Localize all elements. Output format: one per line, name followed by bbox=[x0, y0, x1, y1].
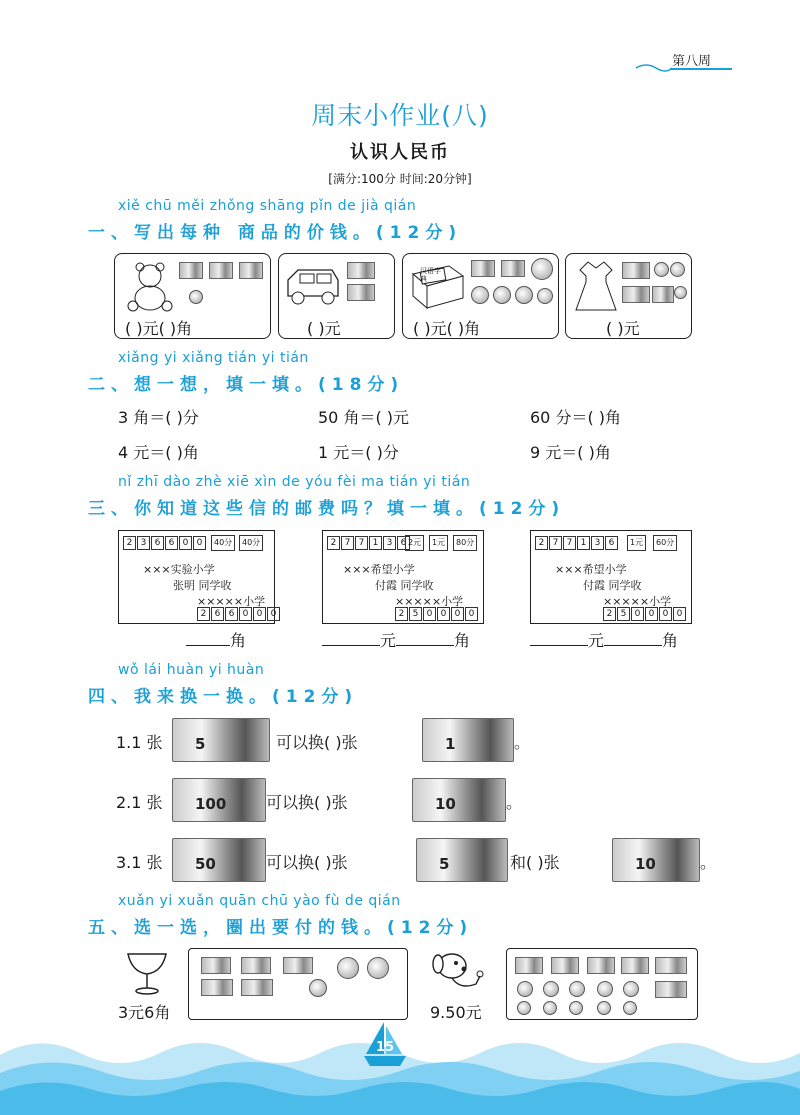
envelope-sender: ×××××小学 bbox=[603, 595, 672, 608]
stamp: 40分 bbox=[211, 535, 235, 551]
teddy-bear-icon bbox=[121, 260, 179, 312]
banknote-10-yuan-target: 10 bbox=[612, 838, 700, 882]
envelope-3-answer[interactable]: 元 角 bbox=[530, 628, 678, 651]
envelope-recipient: 张明 同学收 bbox=[173, 579, 232, 592]
answer-dictionary[interactable]: ( )元( )角 bbox=[413, 319, 481, 338]
section5-heading: 五、选一选，圈出要付的钱。(12分) bbox=[88, 918, 474, 938]
envelope-1-answer[interactable]: 角 bbox=[186, 628, 246, 651]
equation-2-2[interactable]: 1 元＝( )分 bbox=[318, 443, 399, 462]
exchange-row-1-middle[interactable]: 可以换( )张 bbox=[276, 733, 358, 752]
money-box-1[interactable] bbox=[188, 948, 408, 1020]
stamp: 60分 bbox=[653, 535, 677, 551]
exchange-row-3-end: 。 bbox=[700, 853, 717, 872]
envelope-recipient: 付霞 同学收 bbox=[375, 579, 434, 592]
page-number: 15 bbox=[376, 1040, 395, 1055]
goblet-icon bbox=[124, 950, 170, 996]
answer-bear[interactable]: ( )元( )角 bbox=[125, 319, 193, 338]
section3-pinyin: nǐ zhī dào zhè xiē xìn de yóu fèi ma tián yi tián bbox=[118, 474, 471, 490]
product-box-dictionary bbox=[402, 253, 559, 339]
price-dog: 9.50元 bbox=[430, 1003, 482, 1022]
product-box-dress bbox=[565, 253, 692, 339]
banknote-1-yuan: 1 bbox=[422, 718, 514, 762]
envelope-3: 2 7 7 1 3 6 1元 60分 ×××希望小学 付霞 同学收 ×××××小学 2 5 0 0 0 0 bbox=[530, 530, 692, 624]
section4-heading: 四、我来换一换。(12分) bbox=[88, 687, 359, 707]
exchange-row-2-middle[interactable]: 可以换( )张 bbox=[266, 793, 348, 812]
answer-dress[interactable]: ( )元 bbox=[606, 319, 640, 338]
toy-car-icon bbox=[284, 266, 342, 306]
page-title: 周末小作业(八) bbox=[311, 101, 489, 130]
envelope-1: 2 3 6 6 0 0 40分 40分 ×××实验小学 张明 同学收 ×××××小学 2 6 6 0 0 0 bbox=[118, 530, 275, 624]
equation-1-3[interactable]: 60 分＝( )角 bbox=[530, 408, 622, 427]
product-box-bear bbox=[114, 253, 271, 339]
equation-2-1[interactable]: 4 元＝( )角 bbox=[118, 443, 199, 462]
stamp: 80分 bbox=[453, 535, 477, 551]
envelope-2: 2 7 7 1 3 6 2元 1元 80分 ×××希望小学 付霞 同学收 ×××××小学 2 5 0 0 0 0 bbox=[322, 530, 484, 624]
section1-heading: 一、写出每种 商品的价钱。(12分) bbox=[88, 223, 463, 243]
stamp: 1元 bbox=[429, 535, 448, 551]
section1-pinyin: xiě chū měi zhǒng shāng pǐn de jià qián bbox=[118, 198, 417, 214]
dress-icon bbox=[574, 260, 618, 312]
section2-heading: 二、想一想，填一填。(18分) bbox=[88, 375, 405, 395]
section3-heading: 三、你知道这些信的邮费吗？填一填。(12分) bbox=[88, 499, 566, 519]
envelope-address: ×××希望小学 bbox=[343, 563, 415, 576]
exchange-row-1-end: 。 bbox=[514, 733, 531, 752]
section4-pinyin: wǒ lái huàn yi huàn bbox=[118, 662, 265, 678]
exchange-row-2-prefix: 2.1 张 bbox=[116, 793, 163, 812]
stamp: 2元 bbox=[405, 535, 424, 551]
dictionary-label: 汉语字典 bbox=[420, 267, 441, 283]
price-goblet: 3元6角 bbox=[118, 1003, 171, 1022]
envelope-address: ×××实验小学 bbox=[143, 563, 215, 576]
section5-pinyin: xuǎn yi xuǎn quān chū yào fù de qián bbox=[118, 893, 401, 909]
banknote-5-yuan: 5 bbox=[172, 718, 270, 762]
section2-pinyin: xiǎng yi xiǎng tián yi tián bbox=[118, 350, 309, 366]
exchange-row-3-and[interactable]: 和( )张 bbox=[510, 853, 560, 872]
page-subtitle: 认识人民币 bbox=[350, 142, 450, 163]
equation-1-1[interactable]: 3 角＝( )分 bbox=[118, 408, 199, 427]
banknote-50-yuan: 50 bbox=[172, 838, 266, 882]
week-label: 第八周 bbox=[672, 54, 712, 69]
envelope-2-answer[interactable]: 元 角 bbox=[322, 628, 470, 651]
envelope-sender: ×××××小学 bbox=[197, 595, 266, 608]
score-time-info: [满分:100分 时间:20分钟] bbox=[328, 172, 472, 186]
envelope-recipient: 付霞 同学收 bbox=[583, 579, 642, 592]
answer-car[interactable]: ( )元 bbox=[307, 319, 341, 338]
stamp: 1元 bbox=[627, 535, 646, 551]
exchange-row-1-prefix: 1.1 张 bbox=[116, 733, 163, 752]
exchange-row-3-prefix: 3.1 张 bbox=[116, 853, 163, 872]
money-box-2[interactable] bbox=[506, 948, 698, 1020]
equation-1-2[interactable]: 50 角＝( )元 bbox=[318, 408, 410, 427]
product-box-car bbox=[278, 253, 395, 339]
exchange-row-2-end: 。 bbox=[506, 793, 523, 812]
banknote-10-yuan: 10 bbox=[412, 778, 506, 822]
exchange-row-3-middle[interactable]: 可以换( )张 bbox=[266, 853, 348, 872]
banknote-5-yuan-target: 5 bbox=[416, 838, 508, 882]
stamp: 40分 bbox=[239, 535, 263, 551]
banknote-100-yuan: 100 bbox=[172, 778, 266, 822]
toy-dog-icon bbox=[430, 950, 486, 996]
equation-2-3[interactable]: 9 元＝( )角 bbox=[530, 443, 611, 462]
envelope-address: ×××希望小学 bbox=[555, 563, 627, 576]
envelope-sender: ×××××小学 bbox=[395, 595, 464, 608]
week-decoration bbox=[634, 60, 734, 74]
